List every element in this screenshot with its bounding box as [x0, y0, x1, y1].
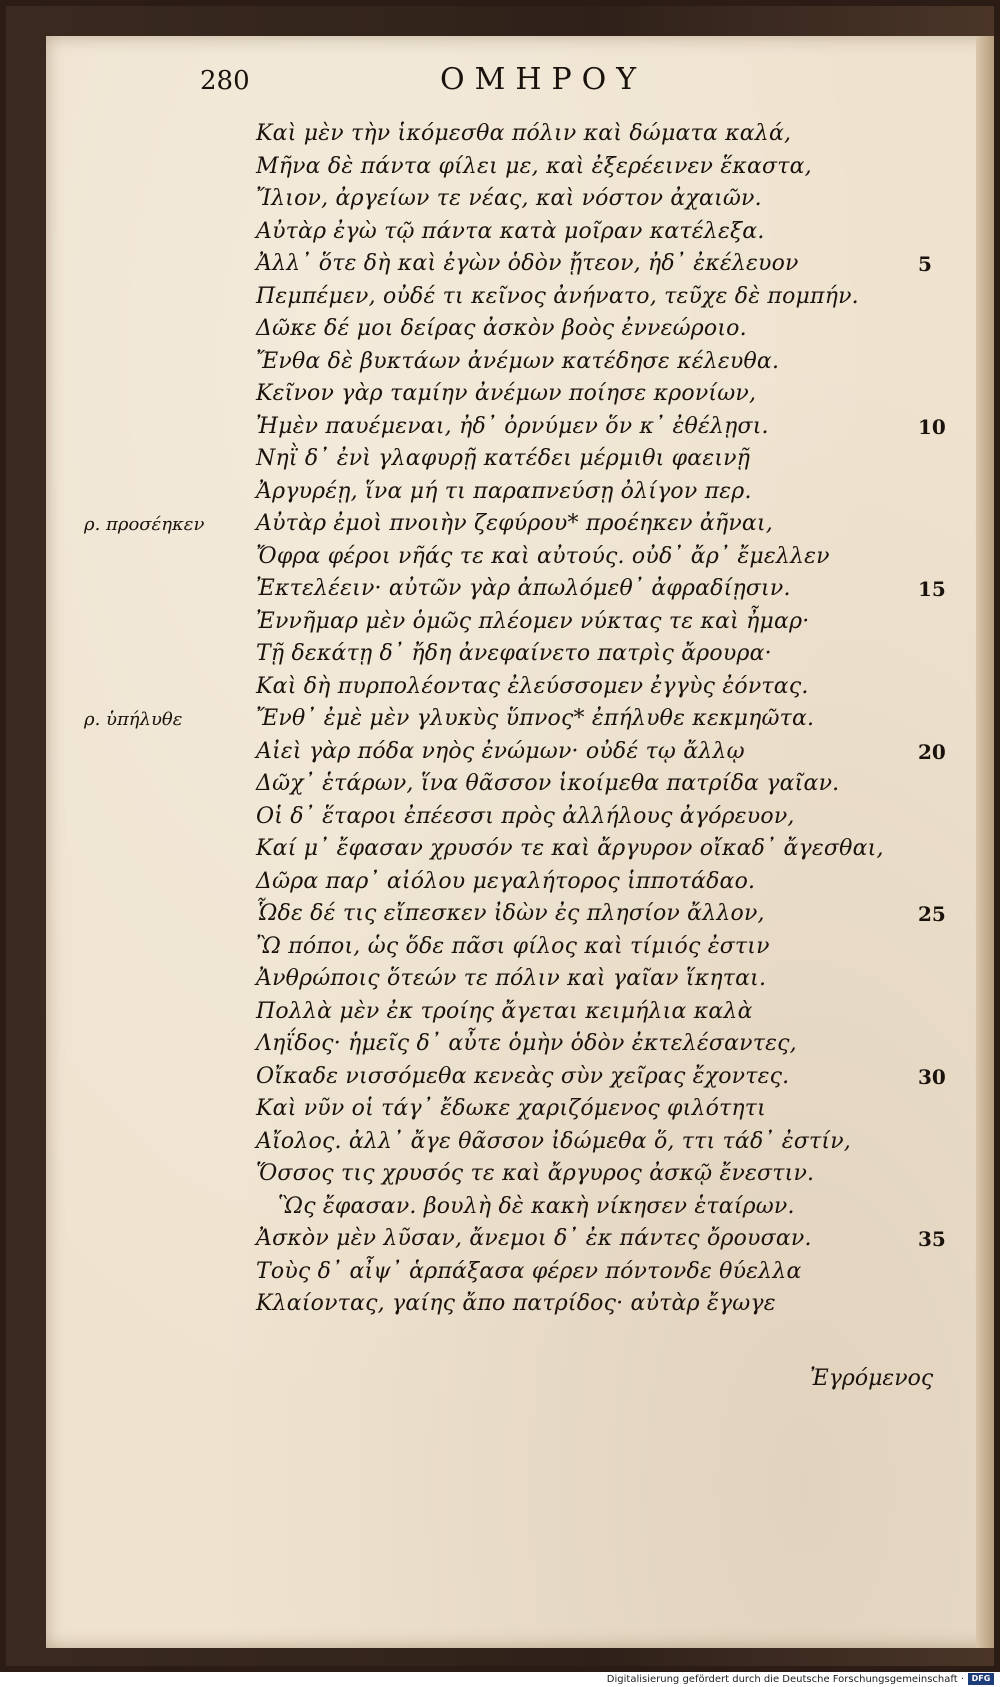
line-number: 5: [918, 252, 932, 276]
verse-block: [256, 118, 956, 1321]
line-number: 15: [918, 577, 946, 601]
line-number: 30: [918, 1064, 946, 1089]
page-header: [200, 60, 700, 100]
verse-line: Ὅσσος τις χρυσός τε καὶ ἄργυρος ἀσκῷ ἔνεστιν.: [256, 1161, 815, 1186]
verse-line: Ὢ πόποι, ὡς ὅδε πᾶσι φίλος καὶ τίμιός ἐστιν: [256, 933, 770, 959]
verse-line: Πολλὰ μὲν ἐκ τροίης ἄγεται κειμήλια καλὰ: [256, 998, 753, 1024]
verse-line: Πεμπέμεν, οὐδέ τι κεῖνος ἀνήνατο, τεῦχε δὲ πομπήν.: [256, 283, 859, 309]
dfg-logo: DFG: [968, 1673, 994, 1685]
verse-line: Ἔνθ᾽ ἐμὲ μὲν γλυκὺς ὕπνος* ἐπήλυθε κεκμηῶτα.: [256, 706, 815, 731]
verse-line: Τοὺς δ᾽ αἶψ᾽ ἁρπάξασα φέρεν πόντονδε θύελλα: [256, 1258, 802, 1284]
verse-line: Κεῖνον γὰρ ταμίην ἀνέμων ποίησε κρονίων,: [256, 381, 757, 406]
verse-line: Μῆνα δὲ πάντα φίλει με, καὶ ἐξερέεινεν ἕκαστα,: [256, 153, 812, 179]
verse-line: Ληΐδος· ἡμεῖς δ᾽ αὖτε ὁμὴν ὁδὸν ἐκτελέσαντες,: [256, 1031, 797, 1056]
verse-line: Δῶρα παρ᾽ αἰόλου μεγαλήτορος ἱπποτάδαο.: [256, 868, 756, 894]
verse-line: Ἀργυρέῃ, ἵνα μή τι παραπνεύσῃ ὀλίγον περ.: [256, 478, 752, 504]
verse-line: Καὶ δὴ πυρπολέοντας ἐλεύσσομεν ἐγγὺς ἐόντας.: [256, 673, 809, 699]
verse-line: Ἐκτελέειν· αὐτῶν γὰρ ἀπωλόμεθ᾽ ἀφραδίῃσιν.: [256, 576, 791, 601]
verse-line: Δῶκε δέ μοι δείρας ἀσκὸν βοὸς ἐννεώροιο.: [256, 316, 747, 341]
verse-line: Ὧδε δέ τις εἴπεσκεν ἰδὼν ἐς πλησίον ἄλλον,: [256, 901, 765, 926]
footer: [0, 1672, 1000, 1687]
verse-line: Ὣς ἔφασαν. βουλὴ δὲ κακὴ νίκησεν ἑταίρων.: [278, 1193, 795, 1219]
verse-line: Ἀλλ᾽ ὅτε δὴ καὶ ἐγὼν ὁδὸν ᾔτεον, ἠδ᾽ ἐκέλευον: [256, 251, 799, 276]
line-number: 20: [918, 739, 946, 764]
verse-line: Καὶ μὲν τὴν ἱκόμεσθα πόλιν καὶ δώματα καλά,: [256, 121, 792, 146]
line-number: 25: [918, 902, 946, 926]
verse-line: Καὶ νῦν οἱ τάγ᾽ ἔδωκε χαριζόμενος φιλότητι: [256, 1096, 766, 1121]
verse-line: Ἀνθρώποις ὅτεών τε πόλιν καὶ γαῖαν ἵκηται.: [256, 966, 767, 991]
verse-line: Οἴκαδε νισσόμεθα κενεὰς σὺν χεῖρας ἔχοντες.: [256, 1063, 790, 1089]
verse-line: Τῇ δεκάτῃ δ᾽ ἤδη ἀνεφαίνετο πατρὶς ἄρουρα·: [256, 641, 772, 666]
marginal-note: ρ. ὑπήλυθε: [84, 709, 183, 730]
verse-line: Ἔνθα δὲ βυκτάων ἀνέμων κατέδησε κέλευθα.: [256, 348, 780, 374]
verse-line: Ἠμὲν παυέμεναι, ἠδ᾽ ὀρνύμεν ὅν κ᾽ ἐθέλῃσι.: [256, 413, 769, 439]
running-title: ΟΜΗΡΟΥ: [440, 62, 647, 97]
verse-line: Ὄφρα φέροι νῆάς τε καὶ αὐτούς. οὐδ᾽ ἄρ᾽ ἔμελλεν: [256, 543, 830, 569]
verse-line: Καί μ᾽ ἔφασαν χρυσόν τε καὶ ἄργυρον οἴκαδ᾽ ἄγεσθαι,: [256, 836, 884, 861]
verse-line: Ἴλιον, ἀργείων τε νέας, καὶ νόστον ἀχαιῶν.: [256, 186, 762, 211]
verse-line: Ἐννῆμαρ μὲν ὁμῶς πλέομεν νύκτας τε καὶ ἦμαρ·: [256, 608, 810, 634]
page-number: 280: [200, 66, 250, 96]
line-number: 35: [918, 1227, 946, 1251]
catchword: Ἐγρόμενος: [810, 1366, 934, 1391]
verse-line: Αὐτὰρ ἐγὼ τῷ πάντα κατὰ μοῖραν κατέλεξα.: [256, 218, 765, 244]
verse-line: Νηῒ δ᾽ ἐνὶ γλαφυρῇ κατέδει μέρμιθι φαεινῇ: [256, 446, 751, 471]
page-edge: [976, 36, 994, 1648]
verse-line: Κλαίοντας, γαίης ἄπο πατρίδος· αὐτὰρ ἔγωγε: [256, 1291, 776, 1316]
verse-line: Δῶχ᾽ ἑτάρων, ἵνα θᾶσσον ἱκοίμεθα πατρίδα γαῖαν.: [256, 771, 840, 796]
verse-line: Οἱ δ᾽ ἕταροι ἐπέεσσι πρὸς ἀλλήλους ἀγόρευον,: [256, 803, 795, 829]
footer-credit: Digitalisierung gefördert durch die Deutsche Forschungsgemeinschaft ·: [606, 1674, 964, 1685]
line-number: 10: [918, 414, 946, 439]
verse-line: Αἰεὶ γὰρ πόδα νηὸς ἐνώμων· οὐδέ τῳ ἄλλῳ: [256, 738, 745, 764]
verse-line: Αἴολος. ἀλλ᾽ ἄγε θᾶσσον ἰδώμεθα ὅ, ττι τάδ᾽ ἐστίν,: [256, 1128, 851, 1154]
marginal-note: ρ. προσέηκεν: [84, 514, 205, 535]
verse-line: Αὐτὰρ ἐμοὶ πνοιὴν ζεφύρου* προέηκεν ἀῆναι,: [256, 511, 773, 536]
verse-line: Ἀσκὸν μὲν λῦσαν, ἄνεμοι δ᾽ ἐκ πάντες ὄρουσαν.: [256, 1226, 812, 1251]
